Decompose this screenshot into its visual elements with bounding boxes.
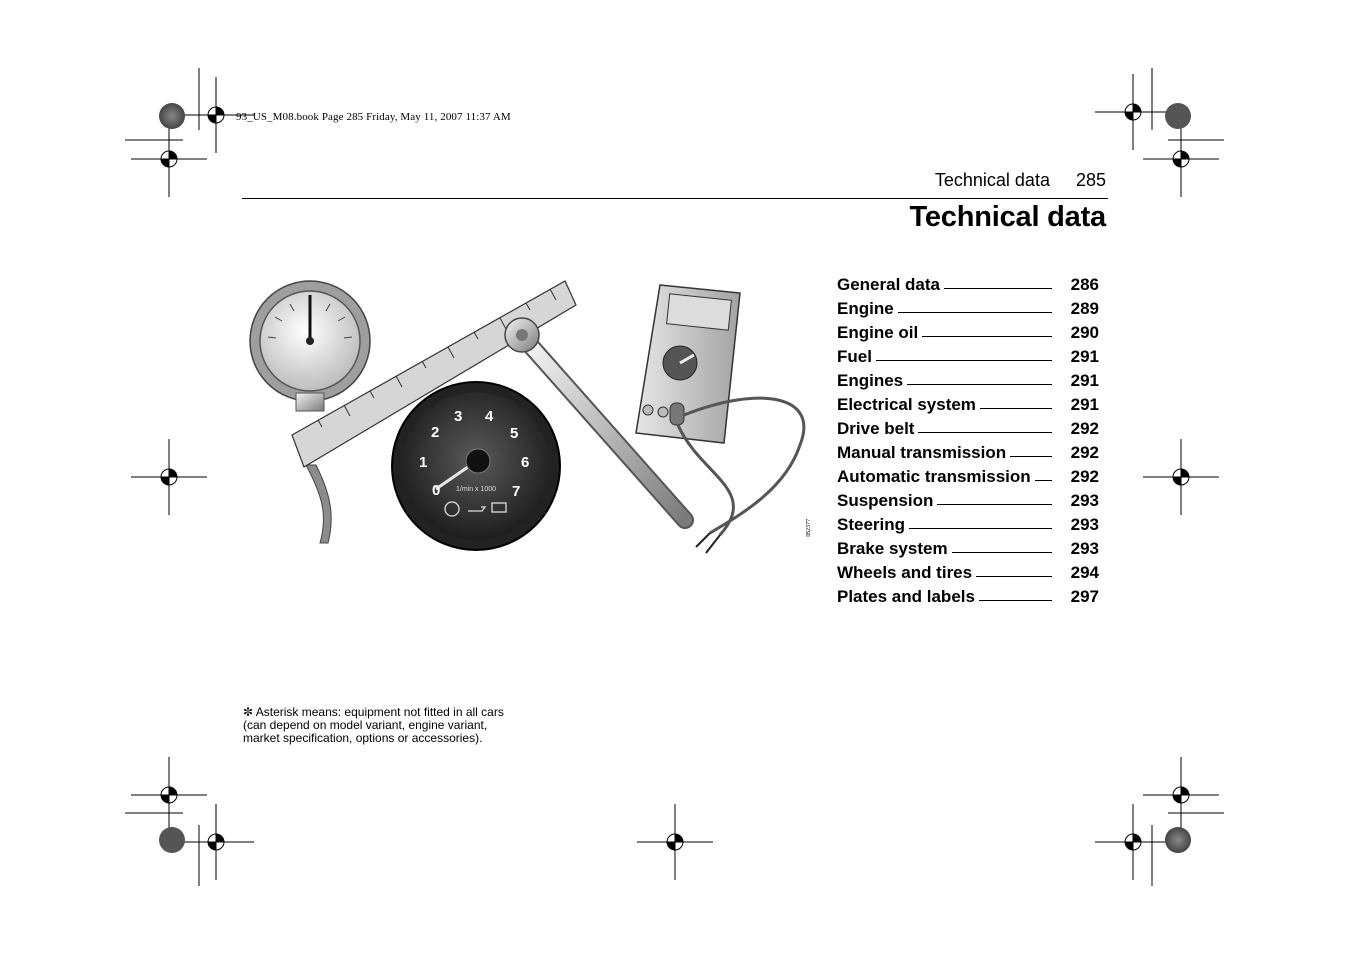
toc-leader	[952, 552, 1052, 553]
book-slug: 93_US_M08.book Page 285 Friday, May 11, 2007 11:37 AM	[236, 111, 511, 123]
toc-leader	[876, 360, 1052, 361]
toc-page: 289	[1070, 299, 1099, 318]
header-rule	[242, 198, 1108, 199]
page-title: Technical data	[909, 201, 1106, 233]
toc-entry[interactable]	[837, 347, 1099, 371]
toc-label: Steering	[837, 515, 906, 534]
toc-entry[interactable]	[837, 299, 1099, 323]
toc-page: 292	[1070, 467, 1099, 486]
toc-entry[interactable]	[837, 515, 1099, 539]
toc-label: Wheels and tires	[837, 563, 973, 582]
tach-label-1: 1	[419, 454, 428, 471]
toc-label: Brake system	[837, 539, 948, 558]
tach-label-5: 5	[510, 425, 519, 442]
tach-unit: 1/min x 1000	[456, 486, 497, 493]
toc-entry[interactable]	[837, 563, 1099, 587]
toc-leader	[1010, 456, 1052, 457]
tach-label-7: 7	[512, 483, 521, 500]
asterisk-footnote	[243, 706, 563, 745]
toc-leader	[918, 432, 1052, 433]
toc-label: Engine	[837, 299, 894, 318]
asterisk-icon: ✼	[243, 705, 254, 719]
toc-leader	[922, 336, 1052, 337]
footnote-line-3: market specification, options or accessories).	[243, 731, 483, 745]
header-section: Technical data	[934, 170, 1050, 190]
toc-page: 293	[1070, 491, 1099, 510]
toc-page: 292	[1070, 419, 1099, 438]
page-number: 285	[1075, 170, 1106, 190]
footnote-line-1: Asterisk means: equipment not fitted in all cars	[255, 705, 504, 719]
toc-leader	[944, 288, 1052, 289]
running-header	[935, 170, 1106, 191]
footnote-line-2: (can depend on model variant, engine variant,	[243, 718, 488, 732]
toc-entry[interactable]	[837, 395, 1099, 419]
toc-label: Automatic transmission	[837, 467, 1031, 486]
toc-label: Engine oil	[837, 323, 919, 342]
toc-label: Engines	[837, 371, 904, 390]
toc-entry[interactable]	[837, 491, 1099, 515]
tach-label-6: 6	[521, 454, 530, 471]
tach-label-2: 2	[431, 424, 440, 441]
toc-page: 291	[1070, 395, 1099, 414]
toc-label: Fuel	[837, 347, 872, 366]
toc-label: Suspension	[837, 491, 934, 510]
tach-label-0: 0	[432, 482, 441, 499]
toc-leader	[1035, 480, 1052, 481]
toc-page: 291	[1070, 347, 1099, 366]
toc-entry[interactable]	[837, 323, 1099, 347]
tach-label-4: 4	[485, 408, 494, 425]
toc-entry[interactable]	[837, 419, 1099, 443]
toc-label: Manual transmission	[837, 443, 1007, 462]
toc-page: 293	[1070, 539, 1099, 558]
toc-entry[interactable]	[837, 539, 1099, 563]
toc-label: Plates and labels	[837, 587, 975, 606]
tach-label-3: 3	[454, 408, 463, 425]
toc-leader	[976, 576, 1052, 577]
toc-leader	[937, 504, 1052, 505]
toc-leader	[909, 528, 1052, 529]
toc-page: 297	[1070, 587, 1099, 606]
toc-entry[interactable]	[837, 443, 1099, 467]
toc-leader	[980, 408, 1052, 409]
toc-label: General data	[837, 275, 940, 294]
toc-entry[interactable]	[837, 587, 1099, 611]
toc-page: 291	[1070, 371, 1099, 390]
toc-entry[interactable]	[837, 467, 1099, 491]
toc-page: 286	[1070, 275, 1099, 294]
multimeter-icon	[636, 285, 804, 553]
toc-leader	[898, 312, 1052, 313]
toc-page: 290	[1070, 323, 1099, 342]
toc-entry[interactable]	[837, 275, 1099, 299]
chapter-contents	[837, 275, 1099, 611]
toc-label: Drive belt	[837, 419, 915, 438]
tools-illustration	[240, 275, 820, 565]
image-code: IB2377	[806, 519, 812, 537]
tachometer-icon	[392, 382, 560, 550]
toc-page: 292	[1070, 443, 1099, 462]
toc-entry[interactable]	[837, 371, 1099, 395]
toc-page: 294	[1070, 563, 1099, 582]
toc-leader	[979, 600, 1052, 601]
toc-leader	[907, 384, 1052, 385]
toc-label: Electrical system	[837, 395, 976, 414]
toc-page: 293	[1070, 515, 1099, 534]
